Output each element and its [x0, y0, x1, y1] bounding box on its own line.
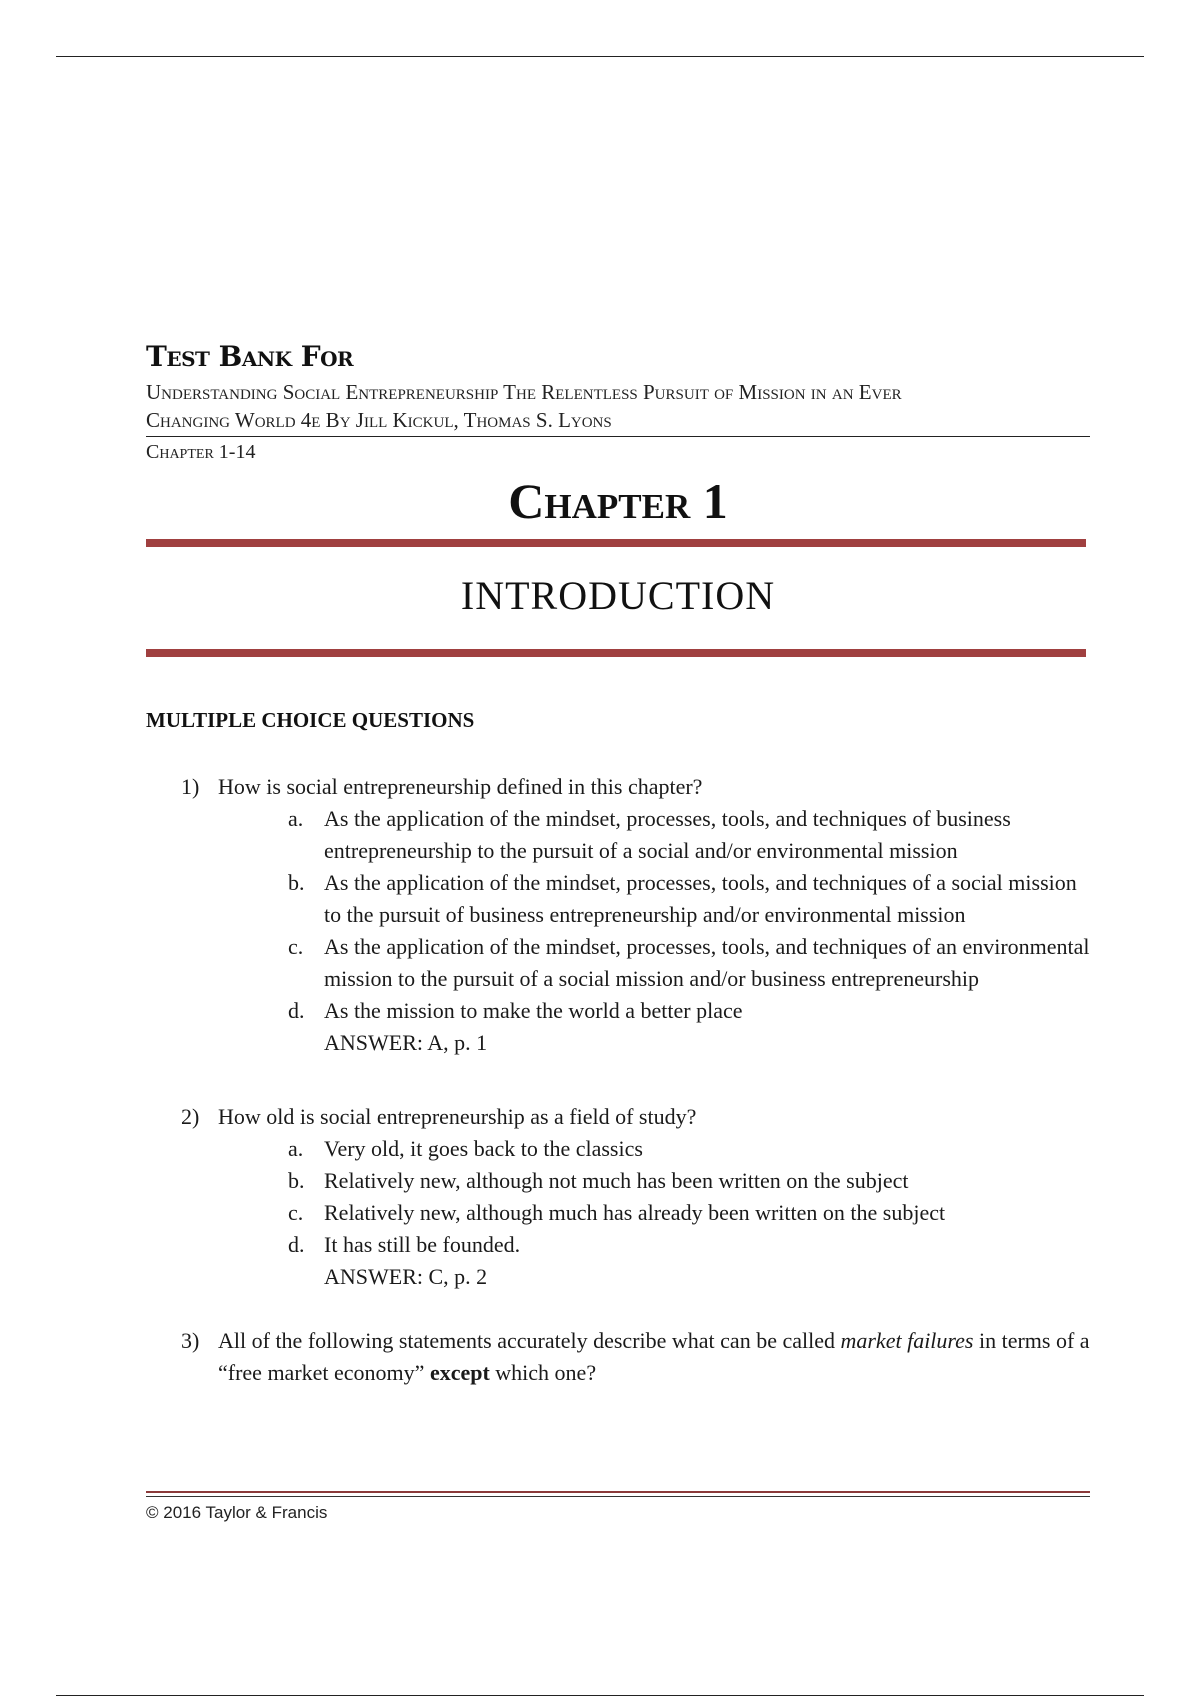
question-text: All of the following statements accurately describe what can be called market failures in terms of a “free market economy” except which one?: [218, 1328, 1090, 1385]
option-c: [288, 1197, 1090, 1229]
question-number: 3): [181, 1328, 200, 1353]
page-bottom-rule: [56, 1695, 1144, 1696]
option-text: As the mission to make the world a better place: [324, 998, 743, 1023]
option-text: As the application of the mindset, processes, tools, and techniques of business entrepreneurship to the pursuit of a social and/or environmental mission: [324, 806, 1011, 863]
section-header: MULTIPLE CHOICE QUESTIONS: [146, 708, 475, 732]
option-text: Very old, it goes back to the classics: [324, 1136, 643, 1161]
document-body: [146, 340, 1090, 1389]
answer-key: ANSWER: C, p. 2: [324, 1264, 488, 1289]
copyright-notice: © 2016 Taylor & Francis: [146, 1503, 328, 1522]
book-title: [146, 378, 1090, 437]
option-text: It has still be founded.: [324, 1232, 521, 1257]
option-letter: c.: [288, 934, 304, 959]
book-title-line-2: Changing World 4e By Jill Kickul, Thomas S. Lyons: [146, 408, 612, 432]
question-1-options: [146, 803, 1090, 1059]
question-number: 2): [181, 1104, 200, 1129]
option-letter: d.: [288, 998, 305, 1023]
option-letter: b.: [288, 870, 305, 895]
question-1: [146, 771, 1090, 803]
question-text: How old is social entrepreneurship as a field of study?: [218, 1104, 697, 1129]
book-title-line-1: Understanding Social Entrepreneurship The Relentless Pursuit of Mission in an Ever: [146, 380, 902, 404]
option-letter: a.: [288, 1136, 304, 1161]
option-letter: d.: [288, 1232, 305, 1257]
option-b: [288, 1165, 1090, 1197]
answer-key: ANSWER: A, p. 1: [324, 1030, 488, 1055]
option-text: As the application of the mindset, processes, tools, and techniques of a social mission to the pursuit of business entrepreneurship and/or environmental mission: [324, 870, 1077, 927]
page-top-rule: [56, 56, 1144, 57]
option-text: As the application of the mindset, processes, tools, and techniques of an environmental mission to the pursuit of a social mission and/or business entrepreneurship: [324, 934, 1090, 991]
question-text: How is social entrepreneurship defined in this chapter?: [218, 774, 703, 799]
chapter-divider-top: [146, 539, 1086, 547]
option-d: [288, 995, 1090, 1027]
question-2: [146, 1101, 1090, 1133]
footer-rule: [146, 1491, 1090, 1497]
chapter-heading: Chapter 1: [508, 473, 728, 529]
option-c: [288, 931, 1090, 995]
emphasis-except: except: [429, 1360, 490, 1385]
test-bank-title: Test Bank For: [146, 340, 354, 373]
question-number: 1): [181, 774, 200, 799]
emphasis-term: market failures: [840, 1328, 974, 1353]
option-letter: c.: [288, 1200, 304, 1225]
question-list: [146, 771, 1090, 1389]
option-letter: a.: [288, 806, 304, 831]
option-b: [288, 867, 1090, 931]
option-a: [288, 1133, 1090, 1165]
option-a: [288, 803, 1090, 867]
option-letter: b.: [288, 1168, 305, 1193]
chapter-divider-bottom: [146, 649, 1086, 657]
option-text: Relatively new, although much has already been written on the subject: [324, 1200, 946, 1225]
chapters-range: Chapter 1-14: [146, 441, 256, 463]
option-text: Relatively new, although not much has been written on the subject: [324, 1168, 909, 1193]
question-2-options: [146, 1133, 1090, 1293]
option-d: [288, 1229, 1090, 1261]
chapter-title: INTRODUCTION: [460, 573, 776, 618]
question-3: [146, 1325, 1090, 1389]
